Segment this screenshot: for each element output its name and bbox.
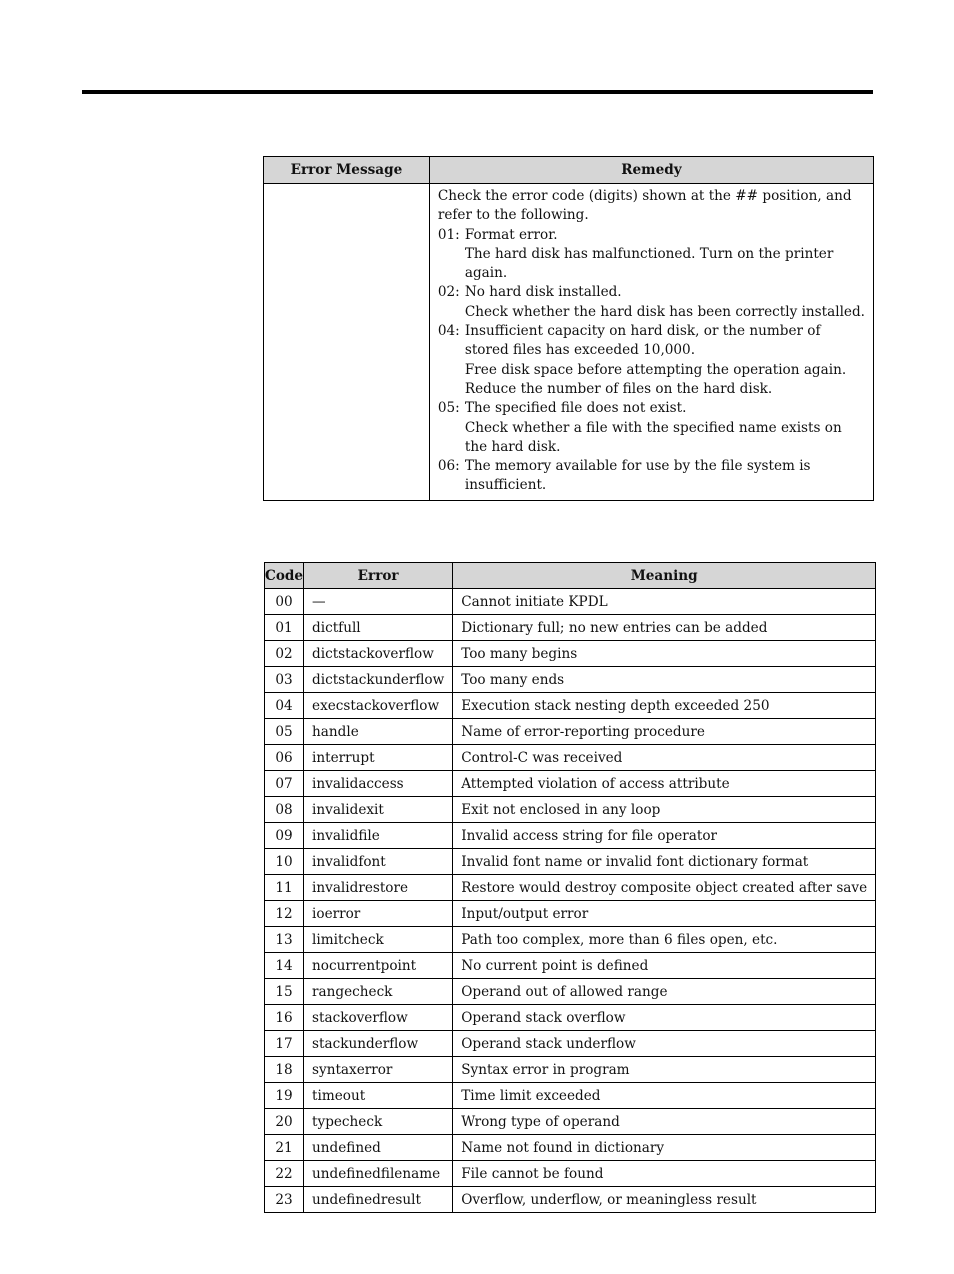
meaning-cell: Input/output error: [453, 901, 876, 927]
error-code-table: [264, 562, 876, 1213]
remedy-table-header: [264, 157, 874, 184]
remedy-item-line: Check whether a file with the specified name exists on: [464, 419, 842, 436]
meaning-cell: Path too complex, more than 6 files open, etc.: [453, 927, 876, 953]
remedy-item-list: [438, 226, 865, 496]
code-cell: 02: [265, 641, 304, 667]
table-row: [265, 927, 876, 953]
meaning-cell: Name not found in dictionary: [453, 1135, 876, 1161]
table-row: [265, 1083, 876, 1109]
code-cell: 05: [265, 719, 304, 745]
header-remedy: Remedy: [429, 157, 873, 184]
remedy-item: [438, 226, 865, 284]
code-cell: 21: [265, 1135, 304, 1161]
code-cell: 16: [265, 1005, 304, 1031]
remedy-cell: [429, 184, 873, 501]
error-cell: stackunderflow: [304, 1031, 453, 1057]
code-cell: 14: [265, 953, 304, 979]
remedy-item-line: No hard disk installed.: [464, 284, 622, 301]
error-cell: limitcheck: [304, 927, 453, 953]
code-cell: 18: [265, 1057, 304, 1083]
remedy-item-number: 04:: [437, 323, 460, 340]
meaning-cell: Operand stack underflow: [453, 1031, 876, 1057]
remedy-item-line: Format error.: [464, 226, 558, 243]
code-cell: 08: [265, 797, 304, 823]
header-meaning: Meaning: [453, 563, 876, 589]
remedy-item-number: 01:: [437, 226, 460, 243]
code-cell: 00: [265, 589, 304, 615]
meaning-cell: Overflow, underflow, or meaningless result: [453, 1187, 876, 1213]
remedy-intro-line: refer to the following.: [437, 207, 589, 224]
top-rule: [82, 90, 873, 94]
error-cell: nocurrentpoint: [304, 953, 453, 979]
meaning-cell: Invalid font name or invalid font dictionary format: [453, 849, 876, 875]
code-cell: 11: [265, 875, 304, 901]
code-cell: 04: [265, 693, 304, 719]
meaning-cell: File cannot be found: [453, 1161, 876, 1187]
meaning-cell: Dictionary full; no new entries can be added: [453, 615, 876, 641]
meaning-cell: Exit not enclosed in any loop: [453, 797, 876, 823]
remedy-item-line: again.: [464, 265, 508, 282]
meaning-cell: Too many ends: [453, 667, 876, 693]
table-row: [265, 1057, 876, 1083]
error-cell: undefinedresult: [304, 1187, 453, 1213]
table-row: [265, 719, 876, 745]
meaning-cell: Cannot initiate KPDL: [453, 589, 876, 615]
remedy-item-line: Free disk space before attempting the operation again.: [464, 361, 847, 378]
table-row: [265, 1005, 876, 1031]
remedy-item: [438, 457, 865, 496]
remedy-item-number: 05:: [437, 400, 460, 417]
error-cell: undefined: [304, 1135, 453, 1161]
remedy-item-text: [465, 399, 865, 457]
remedy-item-text: [465, 226, 865, 284]
table-row: [265, 797, 876, 823]
table-row: [265, 745, 876, 771]
table-row: [265, 589, 876, 615]
code-cell: 09: [265, 823, 304, 849]
table-row: [265, 849, 876, 875]
meaning-cell: Operand out of allowed range: [453, 979, 876, 1005]
table-row: [265, 1031, 876, 1057]
code-cell: 20: [265, 1109, 304, 1135]
remedy-row: [264, 184, 874, 501]
remedy-item-line: The specified file does not exist.: [464, 400, 687, 417]
code-cell: 06: [265, 745, 304, 771]
table-row: [265, 615, 876, 641]
error-cell: timeout: [304, 1083, 453, 1109]
remedy-item: [438, 283, 865, 322]
table-row: [265, 667, 876, 693]
remedy-item-number: 02:: [437, 284, 460, 301]
remedy-item-line: Reduce the number of files on the hard disk.: [464, 380, 773, 397]
remedy-item-line: Check whether the hard disk has been correctly installed.: [464, 303, 865, 320]
meaning-cell: Restore would destroy composite object created after save: [453, 875, 876, 901]
table-row: [265, 771, 876, 797]
table-row: [265, 979, 876, 1005]
meaning-cell: Syntax error in program: [453, 1057, 876, 1083]
code-cell: 15: [265, 979, 304, 1005]
code-cell: 19: [265, 1083, 304, 1109]
table-row: [265, 1187, 876, 1213]
table-row: [265, 823, 876, 849]
meaning-cell: Invalid access string for file operator: [453, 823, 876, 849]
remedy-item-line: The hard disk has malfunctioned. Turn on the printer: [464, 245, 834, 262]
meaning-cell: Control-C was received: [453, 745, 876, 771]
error-cell: interrupt: [304, 745, 453, 771]
header-error: Error: [304, 563, 453, 589]
meaning-cell: Name of error-reporting procedure: [453, 719, 876, 745]
error-cell: invalidaccess: [304, 771, 453, 797]
remedy-item: [438, 322, 865, 399]
code-cell: 23: [265, 1187, 304, 1213]
error-cell: invalidrestore: [304, 875, 453, 901]
code-cell: 13: [265, 927, 304, 953]
table-row: [265, 1135, 876, 1161]
meaning-cell: Time limit exceeded: [453, 1083, 876, 1109]
meaning-cell: Execution stack nesting depth exceeded 250: [453, 693, 876, 719]
meaning-cell: No current point is defined: [453, 953, 876, 979]
meaning-cell: Too many begins: [453, 641, 876, 667]
remedy-item-line: Insufficient capacity on hard disk, or the number of: [464, 323, 821, 340]
code-cell: 12: [265, 901, 304, 927]
error-code-table-header: [265, 563, 876, 589]
error-cell: dictstackoverflow: [304, 641, 453, 667]
error-cell: dictfull: [304, 615, 453, 641]
code-cell: 17: [265, 1031, 304, 1057]
meaning-cell: Wrong type of operand: [453, 1109, 876, 1135]
remedy-item-line: The memory available for use by the file system is: [464, 458, 811, 475]
remedy-item-text: [465, 283, 865, 322]
error-cell: typecheck: [304, 1109, 453, 1135]
remedy-item-line: insufficient.: [464, 477, 547, 494]
code-cell: 10: [265, 849, 304, 875]
remedy-intro-line: Check the error code (digits) shown at the ## position, and: [437, 188, 852, 204]
remedy-item-text: [465, 322, 865, 399]
remedy-item: [438, 399, 865, 457]
error-cell: —: [304, 589, 453, 615]
code-cell: 03: [265, 667, 304, 693]
error-cell: invalidexit: [304, 797, 453, 823]
table-row: [265, 953, 876, 979]
error-cell: rangecheck: [304, 979, 453, 1005]
meaning-cell: Operand stack overflow: [453, 1005, 876, 1031]
table-row: [265, 901, 876, 927]
remedy-item-text: [465, 457, 865, 496]
header-code: Code: [265, 563, 304, 589]
error-message-cell: [264, 184, 430, 501]
table-row: [265, 693, 876, 719]
error-cell: dictstackunderflow: [304, 667, 453, 693]
code-cell: 07: [265, 771, 304, 797]
code-cell: 22: [265, 1161, 304, 1187]
remedy-item-line: stored files has exceeded 10,000.: [464, 342, 696, 359]
error-cell: handle: [304, 719, 453, 745]
remedy-item-line: the hard disk.: [464, 438, 561, 455]
error-cell: invalidfile: [304, 823, 453, 849]
table-row: [265, 875, 876, 901]
error-cell: undefinedfilename: [304, 1161, 453, 1187]
remedy-table: [263, 156, 874, 501]
table-row: [265, 1161, 876, 1187]
header-error-message: Error Message: [264, 157, 430, 184]
meaning-cell: Attempted violation of access attribute: [453, 771, 876, 797]
error-cell: execstackoverflow: [304, 693, 453, 719]
table-row: [265, 641, 876, 667]
error-code-table-body: [265, 589, 876, 1213]
error-cell: stackoverflow: [304, 1005, 453, 1031]
table-row: [265, 1109, 876, 1135]
remedy-item-number: 06:: [437, 458, 460, 475]
error-cell: syntaxerror: [304, 1057, 453, 1083]
code-cell: 01: [265, 615, 304, 641]
error-cell: ioerror: [304, 901, 453, 927]
error-cell: invalidfont: [304, 849, 453, 875]
